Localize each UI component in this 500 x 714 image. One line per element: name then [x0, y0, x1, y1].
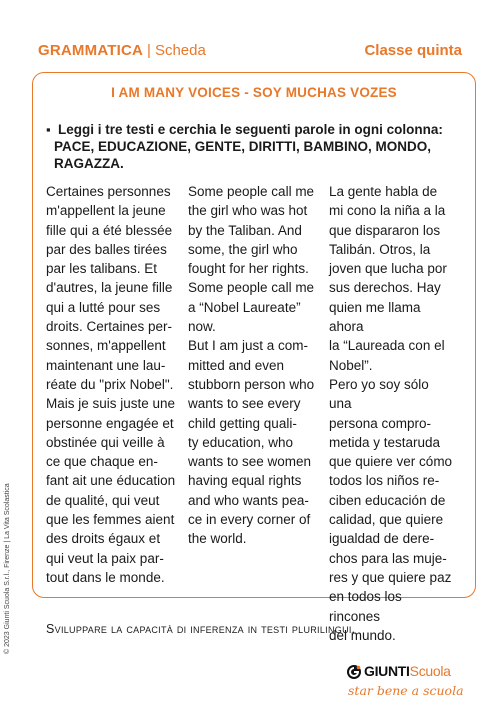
french-line: par des balles tirées	[46, 241, 167, 257]
spanish-line: ciben educación de	[329, 492, 446, 508]
spanish-line: metida y testaruda	[329, 434, 441, 450]
english-line: fought for her rights.	[188, 261, 309, 277]
french-line: tout dans le monde.	[46, 569, 165, 585]
page-header	[38, 42, 462, 62]
spanish-line: mi cono la niña a la	[329, 203, 446, 219]
english-line: Some people call me	[188, 280, 315, 296]
english-line: wants to see women	[188, 454, 312, 470]
english-line: having equal rights	[188, 473, 302, 489]
logo-brand-first: GIUNTI	[364, 663, 410, 679]
english-line: ce in every corner of	[188, 512, 311, 528]
instruction-bullet: ▪	[46, 122, 51, 137]
header-separator: |	[147, 42, 151, 59]
header-section: Scheda	[154, 42, 206, 59]
column-french	[46, 182, 182, 587]
publisher-logo	[346, 663, 466, 705]
french-line: des droits égaux et	[46, 531, 161, 547]
spanish-line: Talibán. Otros, la	[329, 241, 431, 257]
french-line: maintenant une lau-	[46, 357, 166, 373]
english-line: But I am just a com-	[188, 338, 309, 354]
spanish-line: persona compro-	[329, 415, 432, 431]
french-line: de qualité, qui veut	[46, 492, 160, 508]
worksheet-title: I AM MANY VOICES - SOY MUCHAS VOZES	[111, 85, 397, 100]
spanish-line: en todos los rincones	[329, 589, 402, 624]
spanish-line: res y que quiere paz	[329, 569, 452, 585]
logo-brand-second: Scuola	[409, 663, 451, 679]
spanish-line: Pero yo soy sólo una	[329, 376, 429, 412]
spanish-line: chos para las muje-	[329, 550, 447, 566]
english-line: mitted and even	[188, 357, 285, 373]
english-line: Some people call me	[188, 184, 315, 199]
spanish-line: Nobel”.	[329, 357, 373, 373]
spanish-line: la “Laureada con el	[329, 338, 445, 354]
spanish-line: que dispararon los	[329, 222, 441, 238]
english-line: stubborn person who	[188, 376, 315, 392]
french-line: qui a lutté pour ses	[46, 299, 161, 315]
english-line: by the Taliban. And	[188, 222, 302, 238]
french-line: personne engagée et	[46, 415, 174, 431]
french-line: fille qui a été blessée	[46, 222, 173, 238]
header-subject: GRAMMATICA	[38, 42, 144, 59]
english-line: a “Nobel Laureate”	[188, 299, 301, 315]
french-line: droits. Certaines per-	[46, 319, 173, 335]
french-line: d'autres, la jeune fille	[46, 280, 173, 296]
learning-objective: Sviluppare la capacità di inferenza in testi plurilingui.	[46, 622, 356, 636]
english-line: child getting quali-	[188, 415, 297, 431]
english-line: wants to see every	[188, 396, 301, 412]
english-line: the girl who was hot	[188, 203, 308, 219]
french-line: obstinée qui veille à	[46, 434, 165, 450]
french-line: par les talibans. Et	[46, 261, 158, 277]
logo-tagline: star bene a scuola	[348, 683, 464, 698]
instruction-text: Leggi i tre testi e cerchia le seguenti parole in ogni colonna:	[58, 122, 443, 137]
logo-mark-icon	[346, 664, 362, 680]
spanish-line: quien me llama ahora	[329, 299, 421, 335]
french-line: que les femmes aient	[46, 512, 175, 528]
french-line: réate du "prix Nobel".	[46, 376, 174, 392]
english-line: and who wants pea-	[188, 492, 309, 508]
logo-brand	[364, 663, 451, 679]
spanish-line: sus derechos. Hay	[329, 280, 441, 296]
spanish-line: joven que lucha por	[329, 261, 447, 277]
french-line: ce que chaque en-	[46, 454, 158, 470]
column-english	[188, 182, 320, 549]
spanish-line: calidad, que quiere	[329, 512, 444, 528]
french-line: Mais je suis juste une	[46, 396, 176, 412]
french-line: qui veut la paix par-	[46, 550, 164, 566]
french-line: sonnes, m'appellent	[46, 338, 166, 354]
header-grade: Classe quinta	[364, 42, 462, 59]
english-line: some, the girl who	[188, 241, 298, 257]
spanish-line: del mundo.	[329, 627, 396, 643]
spanish-line: que quiere ver cómo	[329, 454, 453, 470]
english-line: now.	[188, 319, 216, 335]
english-line: ty education, who	[188, 434, 294, 450]
french-line: Certaines personnes	[46, 184, 171, 199]
spanish-line: igualdad de dere-	[329, 531, 435, 547]
spanish-line: La gente habla de	[329, 184, 438, 199]
english-line: the world.	[188, 531, 247, 547]
french-line: fant ait une éducation	[46, 473, 176, 489]
instruction	[46, 121, 461, 172]
column-spanish	[329, 182, 453, 645]
spanish-line: todos los niños re-	[329, 473, 440, 489]
header-subject-group	[38, 42, 206, 59]
instruction-words: PACE, EDUCAZIONE, GENTE, DIRITTI, BAMBINO, MONDO, RAGAZZA.	[54, 139, 432, 171]
french-line: m'appellent la jeune	[46, 203, 166, 219]
copyright-notice: © 2023 Giunti Scuola S.r.l., Firenze | La Vita Scolastica	[4, 483, 11, 654]
